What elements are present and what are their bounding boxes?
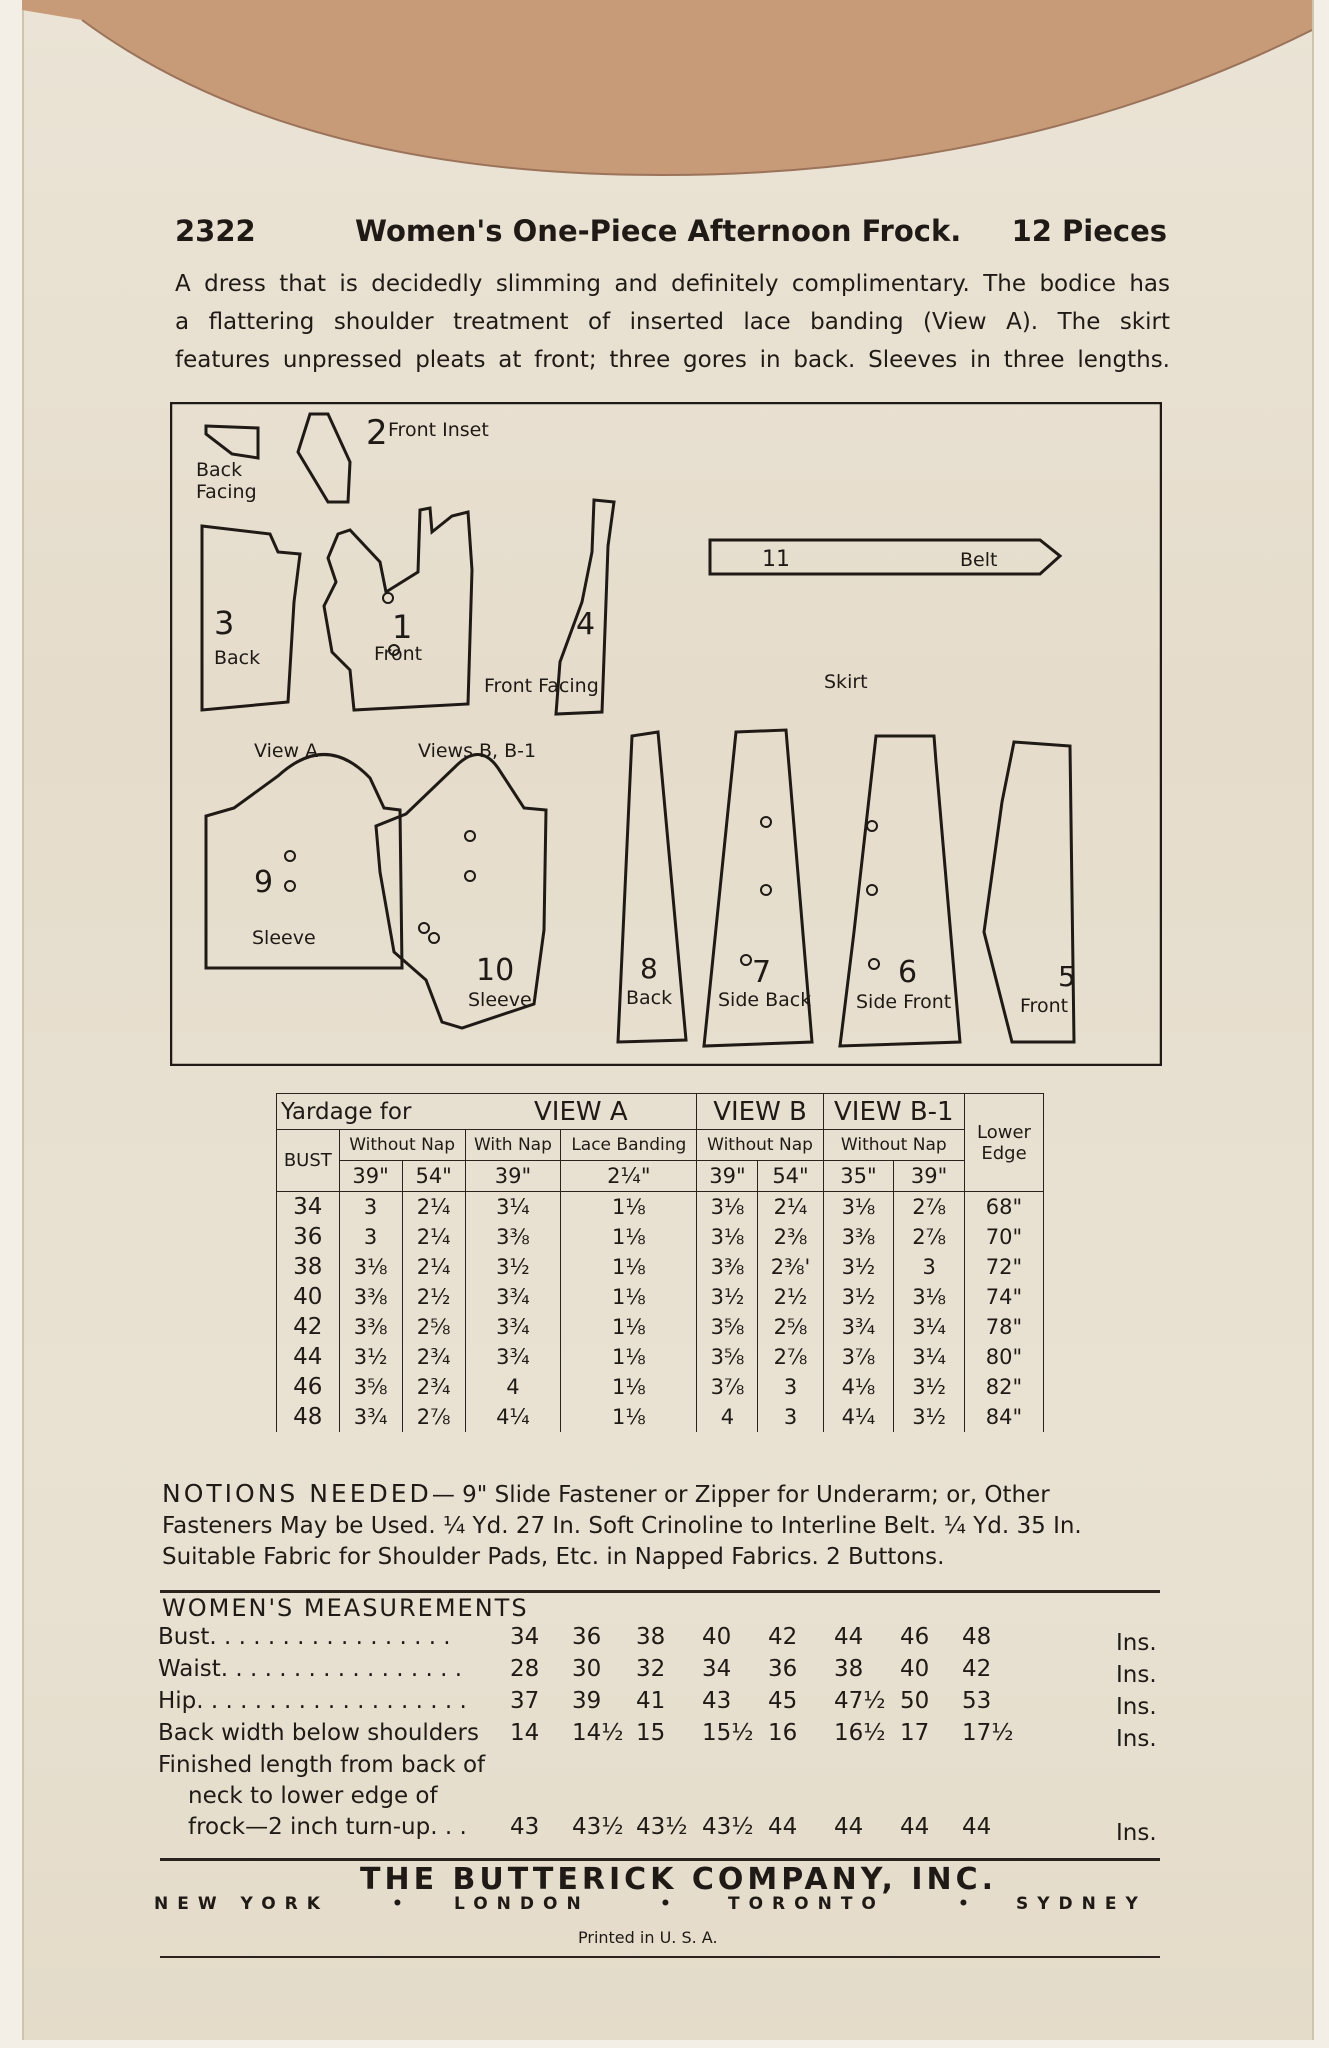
yardage-cell: 68" [965,1192,1044,1223]
yardage-cell: 2½ [758,1282,823,1312]
yardage-cell: 3½ [339,1342,402,1372]
measurement-value: 28 [510,1656,540,1682]
yardage-cell: 3⅜ [823,1222,894,1252]
pattern-number: 2322 [175,214,256,248]
notions-heading: NOTIONS NEEDED [162,1479,432,1508]
yardage-cell: 3⅛ [339,1252,402,1282]
yardage-cell: 2¾ [402,1342,465,1372]
yardage-width: 54" [758,1161,823,1192]
yardage-without-nap-b: Without Nap [697,1130,823,1161]
yardage-cell: 82" [965,1372,1044,1402]
yardage-cell: 3½ [894,1372,965,1402]
label-sleeve-10-number: 10 [476,953,515,988]
yardage-heading: Yardage for [277,1094,466,1130]
label-back: Back [214,647,261,669]
label-skirt-6: Side Front [856,991,952,1013]
notions-line: — 9" Slide Fastener or Zipper for Underarm; or, Other [431,1482,1050,1508]
label-front-inset-number: 2 [366,413,388,453]
yardage-with-nap: With Nap [465,1130,561,1161]
yardage-cell: 1⅛ [561,1222,697,1252]
measurement-value: 15½ [702,1720,754,1746]
label-front-facing: Front Facing [484,675,599,697]
measurement-value: 16½ [834,1720,886,1746]
yardage-cell: 3½ [823,1252,894,1282]
yardage-bust-size: 40 [277,1282,340,1312]
yardage-rows [277,1192,1044,1433]
measurement-value: 14 [510,1720,540,1746]
label-front-inset: Front Inset [388,419,489,441]
yardage-cell: 3⅝ [697,1312,758,1342]
measurement-value: 14½ [572,1720,624,1746]
measurement-value: 32 [636,1656,666,1682]
yardage-bust-size: 34 [277,1192,340,1223]
pattern-title: Women's One-Piece Afternoon Frock. [355,214,962,248]
company-cities [154,1894,1154,1924]
yardage-bust-size: 46 [277,1372,340,1402]
yardage-cell: 3⅜ [697,1252,758,1282]
pattern-title-row [175,214,1167,254]
yardage-width: 39" [697,1161,758,1192]
yardage-cell: 3⅞ [697,1372,758,1402]
finished-length-value: 44 [834,1814,864,1840]
city: TORONTO [728,1894,885,1914]
envelope-flap [22,0,1312,200]
yardage-cell: 1⅛ [561,1342,697,1372]
yardage-cell: 1⅛ [561,1312,697,1342]
measurement-value: 40 [702,1624,732,1650]
printed-in: Printed in U. S. A. [578,1928,718,1947]
yardage-cell: 2½ [402,1282,465,1312]
divider [160,1858,1160,1861]
pattern-pieces: 12 Pieces [1011,214,1167,248]
yardage-cell: 2⅜ [758,1222,823,1252]
measurement-value: 43 [702,1688,732,1714]
measurement-row [158,1656,1158,1686]
yardage-cell: 72" [965,1252,1044,1282]
yardage-row [277,1372,1044,1402]
yardage-cell: 3¾ [465,1312,561,1342]
measurements-heading: WOMEN'S MEASUREMENTS [162,1594,529,1622]
measurement-unit: Ins. [1116,1726,1157,1752]
label-skirt-7: Side Back [718,989,812,1011]
measurement-value: 45 [768,1688,798,1714]
label-skirt-7-number: 7 [752,955,772,990]
yardage-cell: 2¼ [402,1252,465,1282]
yardage-cell: 2⅞ [402,1402,465,1432]
finished-length-value: 44 [900,1814,930,1840]
yardage-bust-header: BUST [277,1130,340,1192]
yardage-cell: 2¼ [758,1192,823,1223]
measurement-value: 41 [636,1688,666,1714]
yardage-bust-size: 36 [277,1222,340,1252]
description-line: A dress that is decidedly slimming and definitely complimentary. The bodice has [175,271,1170,297]
label-view-a: View A [254,740,319,762]
label-skirt-5-number: 5 [1058,960,1076,993]
measurement-value: 42 [962,1656,992,1682]
description-line: a flattering shoulder treatment of inserted lace banding (View A). The skirt [175,309,1170,335]
pattern-description [175,265,1170,379]
measurement-value: 16 [768,1720,798,1746]
yardage-width: 35" [823,1161,894,1192]
yardage-cell: 1⅛ [561,1252,697,1282]
measurement-value: 30 [572,1656,602,1682]
yardage-width: 2¼" [561,1161,697,1192]
divider [160,1590,1160,1593]
label-sleeve-10: Sleeve [468,989,532,1011]
city-separator: • [958,1894,978,1914]
yardage-row [277,1222,1044,1252]
label-front-number: 1 [392,608,413,646]
finished-length-value: 44 [962,1814,992,1840]
yardage-cell: 2⅞ [758,1342,823,1372]
pattern-pieces-diagram [170,402,1162,1066]
yardage-cell: 74" [965,1282,1044,1312]
measurement-value: 46 [900,1624,930,1650]
finished-length-value: 43½ [636,1814,688,1840]
measurement-value: 39 [572,1688,602,1714]
finished-line: Finished length from back of [158,1752,486,1778]
yardage-cell: 3 [339,1192,402,1223]
yardage-lace-banding: Lace Banding [561,1130,697,1161]
yardage-width: 54" [402,1161,465,1192]
yardage-view-b1: VIEW B-1 [823,1094,964,1130]
yardage-cell: 4 [697,1402,758,1432]
label-skirt-8-number: 8 [640,952,658,985]
yardage-cell: 3¼ [894,1312,965,1342]
yardage-cell: 3½ [465,1252,561,1282]
yardage-cell: 78" [965,1312,1044,1342]
yardage-cell: 1⅛ [561,1402,697,1432]
label-skirt-8: Back [626,987,673,1009]
yardage-cell: 3⅜ [339,1312,402,1342]
notions-line: Suitable Fabric for Shoulder Pads, Etc. in Napped Fabrics. 2 Buttons. [162,1544,945,1570]
measurement-value: 17½ [962,1720,1014,1746]
city: SYDNEY [1016,1894,1147,1914]
yardage-cell: 2¼ [402,1222,465,1252]
yardage-row [277,1282,1044,1312]
measurement-unit: Ins. [1116,1630,1157,1656]
yardage-cell: 3⅜ [339,1282,402,1312]
label-sleeve-9-number: 9 [254,865,274,900]
label-belt-number: 11 [762,547,790,572]
yardage-lower-edge: Lower Edge [965,1094,1044,1192]
label-skirt-6-number: 6 [898,955,918,990]
yardage-cell: 3⅞ [823,1342,894,1372]
divider [160,1956,1160,1958]
city-separator: • [392,1894,412,1914]
yardage-view-b: VIEW B [697,1094,823,1130]
finished-length-value: 44 [768,1814,798,1840]
measurement-value: 47½ [834,1688,886,1714]
yardage-cell: 3¾ [465,1282,561,1312]
yardage-cell: 2⅝ [758,1312,823,1342]
yardage-cell: 3⅝ [697,1342,758,1372]
measurement-value: 38 [636,1624,666,1650]
yardage-cell: 3 [339,1222,402,1252]
yardage-cell: 3¼ [465,1192,561,1223]
yardage-cell: 3⅛ [894,1282,965,1312]
city-separator: • [660,1894,680,1914]
finished-length-value: 43½ [702,1814,754,1840]
yardage-table [276,1093,1044,1432]
yardage-cell: 1⅛ [561,1282,697,1312]
label-front: Front [374,643,423,665]
measurement-unit: Ins. [1116,1820,1157,1846]
measurement-label: Hip. . . . . . . . . . . . . . . . . . . [158,1688,467,1714]
measurement-value: 34 [702,1656,732,1682]
yardage-cell: 3 [894,1252,965,1282]
measurement-value: 40 [900,1656,930,1682]
measurement-value: 34 [510,1624,540,1650]
measurement-row [158,1624,1158,1654]
yardage-cell: 3⅜ [465,1222,561,1252]
yardage-bust-size: 48 [277,1402,340,1432]
yardage-cell: 4⅛ [823,1372,894,1402]
yardage-cell: 2¼ [402,1192,465,1223]
yardage-bust-size: 38 [277,1252,340,1282]
yardage-view-a: VIEW A [465,1094,697,1130]
measurement-value: 38 [834,1656,864,1682]
label-skirt-5: Front [1020,995,1069,1017]
measurement-value: 37 [510,1688,540,1714]
finished-line: frock—2 inch turn-up. . . [188,1814,467,1840]
city: NEW YORK [154,1894,329,1914]
yardage-row [277,1402,1044,1432]
yardage-cell: 3⅛ [823,1192,894,1223]
yardage-row [277,1192,1044,1223]
yardage-cell: 3¾ [465,1342,561,1372]
yardage-cell: 1⅛ [561,1192,697,1223]
yardage-cell: 4¼ [465,1402,561,1432]
measurement-unit: Ins. [1116,1662,1157,1688]
measurement-label: Bust. . . . . . . . . . . . . . . . . [158,1624,451,1650]
finished-length-values [158,1814,1158,1844]
yardage-cell: 3 [758,1372,823,1402]
yardage-row [277,1342,1044,1372]
finished-length-value: 43 [510,1814,540,1840]
description-line: features unpressed pleats at front; three gores in back. Sleeves in three lengths. [175,347,1170,373]
company-name: THE BUTTERICK COMPANY, INC. [360,1862,998,1897]
notions-line: Fasteners May be Used. ¼ Yd. 27 In. Soft Crinoline to Interline Belt. ¼ Yd. 35 In. [162,1513,1082,1539]
measurement-label: Back width below shoulders [158,1720,479,1746]
yardage-cell: 4¼ [823,1402,894,1432]
yardage-cell: 3 [758,1402,823,1432]
label-sleeve-9: Sleeve [252,927,316,949]
yardage-cell: 3¾ [823,1312,894,1342]
label-belt: Belt [960,549,998,571]
yardage-width: 39" [894,1161,965,1192]
measurement-value: 42 [768,1624,798,1650]
yardage-row [277,1312,1044,1342]
yardage-cell: 2¾ [402,1372,465,1402]
yardage-cell: 2⅝ [402,1312,465,1342]
city: LONDON [454,1894,590,1914]
yardage-cell: 2⅞ [894,1222,965,1252]
yardage-cell: 4 [465,1372,561,1402]
yardage-cell: 2⅞ [894,1192,965,1223]
label-front-facing-number: 4 [576,607,596,642]
yardage-cell: 3⅛ [697,1192,758,1223]
yardage-cell: 3½ [697,1282,758,1312]
yardage-cell: 3¼ [894,1342,965,1372]
notions-block [162,1478,1162,1573]
label-skirt: Skirt [824,671,868,693]
measurement-row [158,1720,1158,1750]
measurement-label: Waist. . . . . . . . . . . . . . . . . [158,1656,463,1682]
yardage-width: 39" [465,1161,561,1192]
measurement-value: 44 [834,1624,864,1650]
yardage-cell: 1⅛ [561,1372,697,1402]
label-views-b: Views B, B-1 [418,740,537,762]
yardage-cell: 3⅛ [697,1222,758,1252]
yardage-bust-size: 44 [277,1342,340,1372]
label-back-number: 3 [214,604,235,642]
measurement-unit: Ins. [1116,1694,1157,1720]
yardage-cell: 84" [965,1402,1044,1432]
finished-length-value: 43½ [572,1814,624,1840]
yardage-cell: 2⅜' [758,1252,823,1282]
measurement-value: 17 [900,1720,930,1746]
yardage-cell: 3½ [894,1402,965,1432]
measurement-value: 53 [962,1688,992,1714]
piece-front-inset [298,414,350,502]
yardage-row [277,1252,1044,1282]
yardage-width: 39" [339,1161,402,1192]
measurement-value: 36 [768,1656,798,1682]
measurement-value: 36 [572,1624,602,1650]
finished-line: neck to lower edge of [188,1783,438,1809]
measurement-value: 15 [636,1720,666,1746]
yardage-cell: 80" [965,1342,1044,1372]
label-back-facing: Back Facing [196,459,257,503]
measurement-row [158,1688,1158,1718]
piece-back-facing [206,426,258,458]
yardage-cell: 70" [965,1222,1044,1252]
yardage-cell: 3½ [823,1282,894,1312]
measurement-value: 48 [962,1624,992,1650]
yardage-bust-size: 42 [277,1312,340,1342]
yardage-without-nap-b1: Without Nap [823,1130,964,1161]
yardage-cell: 3⅝ [339,1372,402,1402]
yardage-cell: 3¾ [339,1402,402,1432]
yardage-without-nap-a: Without Nap [339,1130,465,1161]
measurement-value: 50 [900,1688,930,1714]
